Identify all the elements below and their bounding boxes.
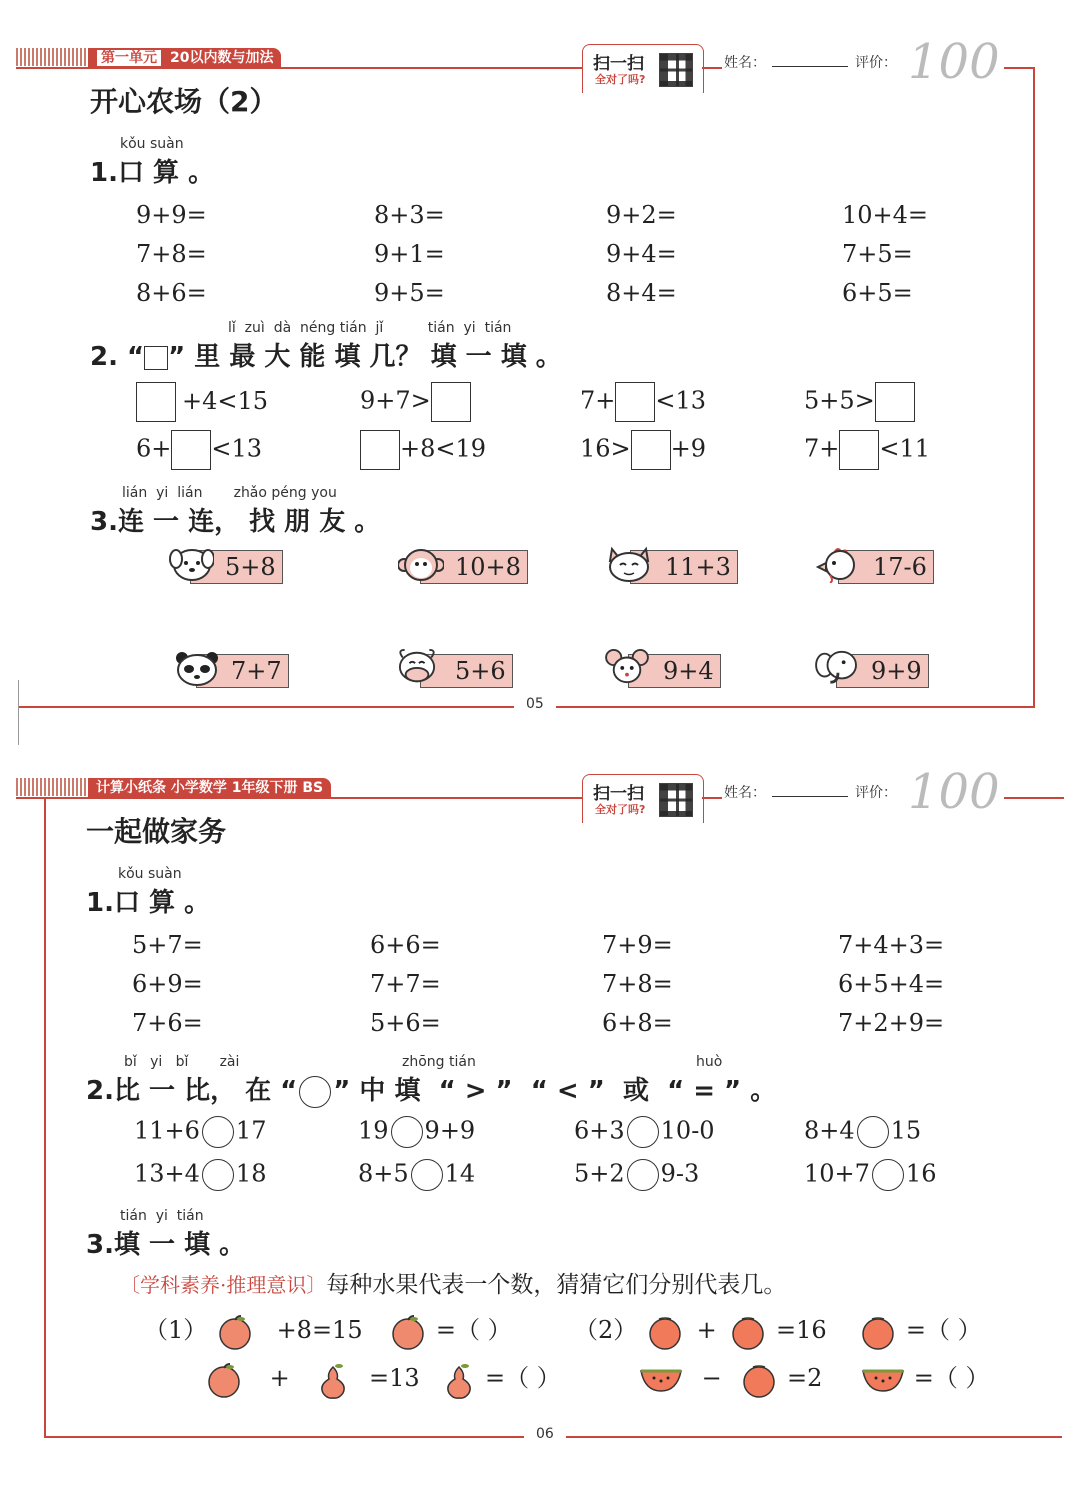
name-field[interactable]: [772, 796, 848, 797]
q3-pinyin: tián yi tián: [120, 1208, 204, 1224]
q1-col-4: [838, 926, 944, 1043]
q3-pinyin: lián yi lián zhǎo péng you: [122, 485, 337, 501]
name-label: 姓名：: [724, 55, 766, 71]
equation[interactable]: 7+2+9=: [838, 1009, 945, 1037]
equation[interactable]: 6+8=: [602, 1009, 673, 1037]
equation[interactable]: 10+4=: [842, 201, 929, 229]
equation[interactable]: 9+2=: [606, 201, 677, 229]
orange-icon: [858, 1313, 898, 1351]
name-field[interactable]: [772, 66, 848, 67]
q2-item: 7+ <11: [804, 430, 930, 470]
footer-rule-right: [556, 706, 1035, 708]
compare-item: 6+3 10-0: [574, 1116, 715, 1148]
q2-item: 16> +9: [580, 430, 706, 470]
q2-heading: 2. “ ” 里 最 大 能 填 几？ 填 一 填 。: [90, 342, 562, 372]
q1-pinyin: kǒu suàn: [120, 136, 184, 152]
orange-icon: [739, 1361, 779, 1399]
header-rule-3: [1004, 67, 1034, 69]
equation[interactable]: 7+6=: [132, 1009, 203, 1037]
score-mark: 100: [908, 764, 1000, 820]
chicken-icon: [814, 545, 860, 583]
qr-code-icon[interactable]: [659, 783, 693, 817]
answer-box[interactable]: [360, 430, 400, 470]
equation[interactable]: 9+9=: [136, 201, 207, 229]
q2-heading: 2.比 一 比， 在 “ ” 中 填 “ > ” “ < ” 或 “ = ” 。: [86, 1076, 777, 1106]
watermelon-icon: [860, 1365, 906, 1395]
compare-circle[interactable]: [411, 1159, 443, 1191]
cat-icon: [606, 545, 652, 583]
dog-icon: [168, 545, 214, 583]
header-rule-2: [702, 67, 722, 69]
watermelon-icon: [638, 1365, 684, 1395]
q1-heading: 1.口 算 。: [90, 158, 215, 188]
footer-rule-left: [44, 1436, 524, 1438]
q2-pinyin-a: bǐ yi bǐ zài: [124, 1054, 240, 1070]
compare-item: 10+7 16: [804, 1159, 936, 1191]
header-rule: [16, 67, 582, 69]
q2-pinyin-c: huò: [696, 1054, 723, 1070]
page-number: 05: [516, 696, 554, 712]
compare-circle[interactable]: [627, 1116, 659, 1148]
eval-label: 评价：: [855, 785, 897, 801]
q1-col-4: [842, 196, 928, 313]
equation[interactable]: 6+5=: [842, 279, 913, 307]
header-stripes: [16, 778, 88, 796]
header-rule-2: [702, 797, 722, 799]
apple-icon: [204, 1362, 244, 1398]
q3-heading: 3.填 一 填 。: [86, 1230, 246, 1260]
compare-circle[interactable]: [202, 1116, 234, 1148]
compare-item: 13+4 18: [134, 1159, 266, 1191]
puzzle-2-line-2: − =2 =（ ）: [638, 1358, 989, 1399]
match-card[interactable]: 5+6: [420, 654, 513, 688]
equation[interactable]: 5+7=: [132, 931, 203, 959]
equation[interactable]: 7+8=: [602, 970, 673, 998]
q3-instruction: 〔学科素养·推理意识〕每种水果代表一个数，猜猜它们分别代表几。: [120, 1272, 787, 1298]
compare-circle[interactable]: [627, 1159, 659, 1191]
answer-blank[interactable]: =（ ）: [484, 1364, 561, 1392]
compare-item: 8+5 14: [358, 1159, 475, 1191]
q2-item: +4<15: [136, 382, 268, 422]
compare-circle[interactable]: [857, 1116, 889, 1148]
q2-item: 7+ <13: [580, 382, 706, 422]
q2-pinyin-b: zhōng tián: [402, 1054, 476, 1070]
match-card[interactable]: 10+8: [420, 550, 528, 584]
equation[interactable]: 8+3=: [374, 201, 445, 229]
apple-icon: [388, 1314, 428, 1350]
equation[interactable]: 9+1=: [374, 240, 445, 268]
orange-icon: [728, 1313, 768, 1351]
match-card[interactable]: 9+4: [628, 654, 721, 688]
equation[interactable]: 8+6=: [136, 279, 207, 307]
compare-item: 5+2 9-3: [574, 1159, 699, 1191]
q2-item: 9+7>: [360, 382, 471, 422]
q1-col-3: [602, 926, 673, 1043]
equation[interactable]: 7+7=: [370, 970, 441, 998]
monkey-icon: [398, 545, 444, 583]
q3-heading: 3.连 一 连， 找 朋 友 。: [90, 507, 381, 537]
compare-circle[interactable]: [202, 1159, 234, 1191]
answer-box[interactable]: [631, 430, 671, 470]
q1-pinyin: kǒu suàn: [118, 866, 182, 882]
circle-icon: [299, 1076, 331, 1108]
left-edge: [18, 680, 19, 745]
answer-box-icon: [144, 346, 168, 370]
qr-code-icon[interactable]: [659, 53, 693, 87]
elephant-icon: [814, 648, 860, 686]
panda-icon: [174, 650, 220, 688]
footer-rule-right: [566, 1436, 1062, 1438]
equation[interactable]: 5+6=: [370, 1009, 441, 1037]
equation[interactable]: 9+5=: [374, 279, 445, 307]
left-border: [44, 797, 46, 1437]
match-card[interactable]: 9+9: [836, 654, 929, 688]
footer-rule-left: [18, 706, 514, 708]
q1-heading: 1.口 算 。: [86, 888, 211, 918]
score-mark: 100: [908, 34, 1000, 90]
q1-col-2: [370, 926, 441, 1043]
answer-box[interactable]: [875, 382, 915, 422]
puzzle-1-line-2: + =13 =（ ）: [204, 1358, 561, 1399]
scan-qr-panel[interactable]: 扫一扫 全对了吗?: [582, 774, 704, 823]
q2-pinyin: lǐ zuì dà néng tián jǐ tián yi tián: [228, 320, 512, 336]
q1-col-3: [606, 196, 677, 313]
compare-item: 11+6 17: [134, 1116, 266, 1148]
q2-item: +8<19: [360, 430, 486, 470]
q1-col-1: [136, 196, 207, 313]
right-border: [1033, 67, 1035, 707]
compare-circle[interactable]: [872, 1159, 904, 1191]
answer-box[interactable]: [171, 430, 211, 470]
answer-box[interactable]: [839, 430, 879, 470]
q2-item: 6+ <13: [136, 430, 262, 470]
book-tag: 计算小纸条 小学数学 1年级下册 BS: [88, 778, 331, 798]
orange-icon: [645, 1313, 685, 1351]
eval-label: 评价：: [855, 55, 897, 71]
pear-icon: [315, 1361, 351, 1399]
answer-blank[interactable]: =（ ）: [905, 1316, 982, 1344]
scan-qr-panel[interactable]: 扫一扫 全对了吗?: [582, 44, 704, 93]
answer-box[interactable]: [136, 382, 176, 422]
equation[interactable]: 7+5=: [842, 240, 913, 268]
equation[interactable]: 6+6=: [370, 931, 441, 959]
compare-item: 19 9+9: [358, 1116, 475, 1148]
match-card[interactable]: 11+3: [630, 550, 738, 584]
apple-icon: [215, 1314, 255, 1350]
compare-circle[interactable]: [391, 1116, 423, 1148]
equation[interactable]: 7+9=: [602, 931, 673, 959]
equation[interactable]: 6+9=: [132, 970, 203, 998]
name-label: 姓名：: [724, 785, 766, 801]
header-rule-3: [1004, 797, 1064, 799]
mouse-icon: [604, 648, 650, 686]
equation[interactable]: 9+4=: [606, 240, 677, 268]
q2-item: 5+5>: [804, 382, 915, 422]
equation[interactable]: 7+4+3=: [838, 931, 945, 959]
page-title: 开心农场（2）: [90, 85, 278, 118]
puzzle-1-line-1: （1） +8=15 =（ ）: [144, 1310, 512, 1350]
equation[interactable]: 8+4=: [606, 279, 677, 307]
page-title: 一起做家务: [86, 815, 227, 848]
q1-col-1: [132, 926, 203, 1043]
header-stripes: [16, 48, 88, 66]
page-number: 06: [526, 1426, 564, 1442]
compare-item: 8+4 15: [804, 1116, 921, 1148]
answer-blank[interactable]: =（ ）: [435, 1316, 512, 1344]
match-card[interactable]: 7+7: [196, 654, 289, 688]
match-card[interactable]: 17-6: [838, 550, 934, 584]
answer-box[interactable]: [431, 382, 471, 422]
equation[interactable]: 7+8=: [136, 240, 207, 268]
puzzle-2-line-1: （2） + =16 =（ ）: [574, 1310, 982, 1351]
unit-tag: 第一单元 20以内数与加法: [88, 48, 281, 68]
equation[interactable]: 6+5+4=: [838, 970, 945, 998]
cow-icon: [394, 648, 440, 686]
pear-icon: [441, 1361, 477, 1399]
header-rule: [16, 797, 582, 799]
answer-blank[interactable]: =（ ）: [913, 1364, 990, 1392]
answer-box[interactable]: [615, 382, 655, 422]
q1-col-2: [374, 196, 445, 313]
match-card[interactable]: 5+8: [190, 550, 283, 584]
